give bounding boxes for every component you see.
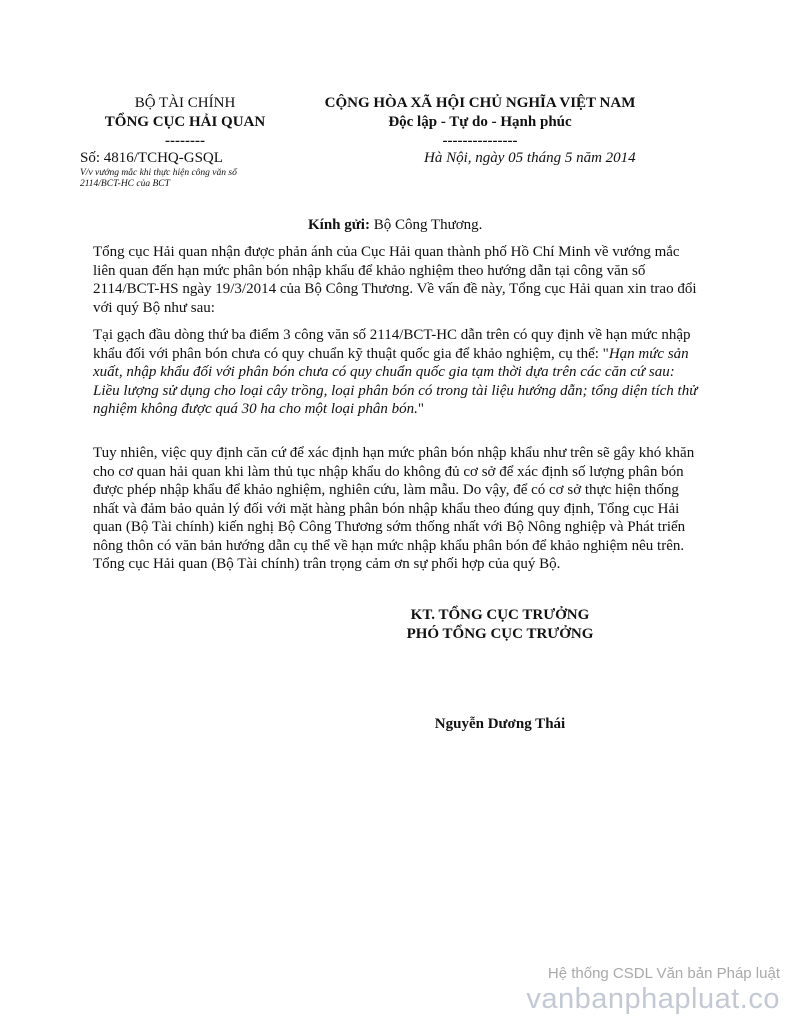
paragraph-2-end: " (417, 401, 425, 417)
signature-line-1: KT. TỔNG CỤC TRƯỞNG (410, 607, 590, 623)
document-number: Số: 4816/TCHQ-GSQL (80, 150, 223, 166)
signer-name: Nguyễn Dương Thái (434, 716, 566, 732)
department-name: TỔNG CỤC HẢI QUAN (104, 114, 266, 130)
recipient-name: Bộ Công Thương. (369, 217, 483, 233)
document-subject: V/v vướng mắc khi thực hiện công văn số 2114/BCT-HC của BCT (80, 168, 237, 189)
ministry-name: BỘ TÀI CHÍNH (134, 95, 236, 111)
watermark-site: vanbanphapluat.co (526, 983, 780, 1015)
right-divider: --------------- (442, 133, 518, 149)
recipient-line (308, 217, 482, 234)
paragraph-2-quote: Hạn mức sản xuất, nhập khẩu đối với phân bón chưa có quy chuẩn quốc gia tạm thời dựa trên các căn cứ sau: Liều lượng sử dụng cho loại cây trồng, loại phân bón có trong tài liệu hướng dẫn; tổng diện tích thử nghiệm không được quá 30 ha cho một loại phân bón. (93, 345, 698, 417)
paragraph-2 (93, 326, 703, 419)
document-date: Hà Nội, ngày 05 tháng 5 năm 2014 (424, 150, 636, 166)
paragraph-2-intro: Tại gạch đầu dòng thứ ba điểm 3 công văn số 2114/BCT-HC dẫn trên có quy định về hạn mức nhập khẩu đối với phân bón chưa có quy chuẩn kỹ thuật quốc gia để khảo nghiệm, cụ thể: " (93, 327, 691, 362)
signature-title (380, 606, 620, 644)
paragraph-1: Tổng cục Hải quan nhận được phản ánh của Cục Hải quan thành phố Hồ Chí Minh về vướng mắc liên quan đến hạn mức phân bón nhập khẩu để khảo nghiệm theo hướng dẫn tại công văn số 2114/BCT-HS ngày 19/3/2014 của Bộ Công Thương. Về vấn đề này, Tổng cục Hải quan xin trao đổi với quý Bộ như sau: (93, 244, 697, 316)
country-name: CỘNG HÒA XÃ HỘI CHỦ NGHĨA VIỆT NAM (324, 95, 636, 111)
issuer-block (80, 94, 290, 151)
signature-line-2: PHÓ TỔNG CỤC TRƯỞNG (406, 626, 594, 642)
national-motto: Độc lập - Tự do - Hạnh phúc (388, 114, 572, 130)
paragraph-3: Tuy nhiên, việc quy định căn cứ để xác định hạn mức phân bón nhập khẩu như trên sẽ gây khó khăn cho cơ quan hải quan khi làm thủ tục nhập khẩu do không đủ cơ sở để xác định số lượng phân bón được phép nhập khẩu để khảo nghiệm, nghiên cứu, làm mẫu. Do vậy, để có cơ sở thực hiện thống nhất và đảm bảo quản lý đối với mặt hàng phân bón nhập khẩu theo đúng quy định, Tổng cục Hải quan (Bộ Tài chính) kiến nghị Bộ Công Thương sớm thống nhất với Bộ Nông nghiệp và Phát triển nông thôn có văn bản hướng dẫn cụ thể về hạn mức nhập khẩu phân bón để khảo nghiệm nêu trên. (93, 445, 695, 554)
watermark-caption: Hệ thống CSDL Văn bản Pháp luật (547, 965, 780, 982)
recipient-label: Kính gửi: (308, 217, 370, 233)
national-header (290, 94, 670, 151)
left-divider: -------- (165, 133, 205, 149)
paragraph-4: Tổng cục Hải quan (Bộ Tài chính) trân trọng cảm ơn sự phối hợp của quý Bộ. (93, 556, 561, 572)
